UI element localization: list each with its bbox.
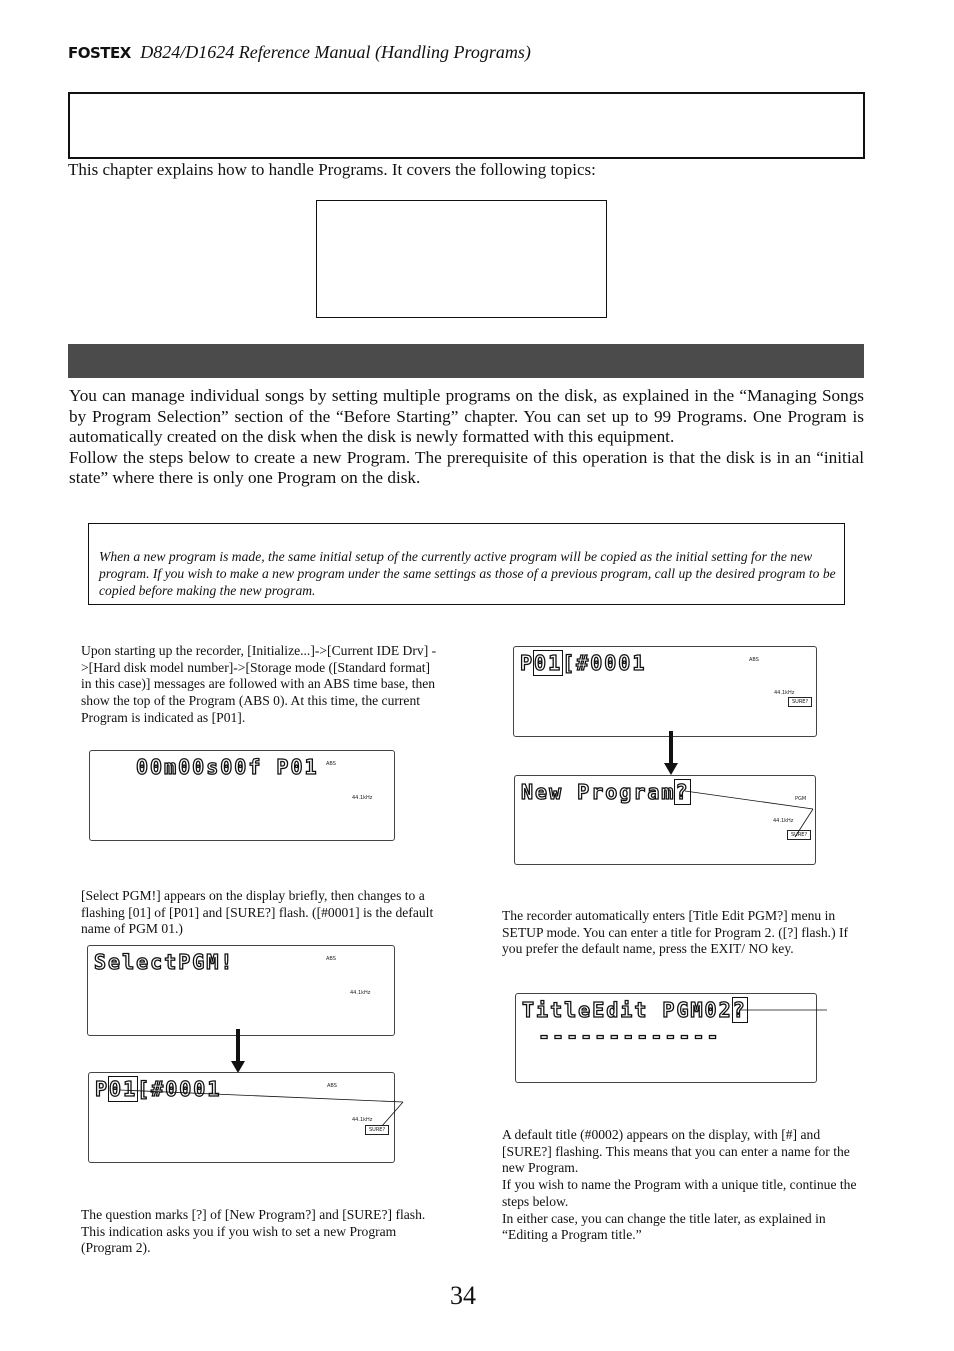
callout-lines [740, 1004, 830, 1016]
lcd-abs-label: ABS [326, 956, 336, 962]
lcd-abs-label: ABS [749, 657, 759, 663]
chapter-title-box [68, 92, 865, 159]
lcd-p01-text: P01[#0001 [520, 651, 647, 675]
topics-box [316, 200, 607, 318]
note-text: When a new program is made, the same initial setup of the currently active program will be copied as the initial setting for the new program. If you wish to make a new program under the same settings as those of a previous program, call up the desired program to be copied before making the new program. [99, 549, 836, 598]
lcd-p01-flash: 01 [109, 1077, 138, 1101]
lcd-select-text: SelectPGM! [94, 950, 235, 974]
lcd-khz-label: 44.1kHz [774, 690, 795, 696]
lcd-question-flash: ? [675, 780, 690, 804]
step-3-text: The question marks [?] of [New Program?] and [SURE?] flash. This indication asks you if you wish to set a new Program (Program 2). [81, 1207, 426, 1256]
callout-lines [685, 785, 825, 845]
step-1-text: Upon starting up the recorder, [Initialize...]->[Current IDE Drv] ->[Hard disk model number]->[Storage mode ([Standard format] in this case)] messages are followed with an ABS time base, then show the top of the Program (ABS 0). At this time, the current Program is indicated as [P01]. [81, 643, 437, 725]
step-5c-text: In either case, you can change the title later, as explained in “Editing a Program title.” [502, 1210, 826, 1243]
lcd-p01-flash: 01 [534, 651, 563, 675]
lcd-khz-label: 44.1kHz [352, 1117, 373, 1123]
arrow-head [664, 763, 678, 775]
lcd-p01-display-2 [513, 646, 817, 737]
lcd-abs-label: ABS [327, 1083, 337, 1089]
lcd-sure-indicator: SURE? [788, 697, 812, 707]
callout-lines [120, 1080, 410, 1140]
page-number: 34 [450, 1281, 476, 1310]
lcd-select-display [87, 945, 395, 1036]
body-text [69, 386, 864, 489]
step-2-text: [Select PGM!] appears on the display briefly, then changes to a flashing [01] of [P01] and [SURE?] flash. ([#0001] is the default name of PGM 01.) [81, 888, 434, 937]
brand-logo: FOSTEX [68, 44, 131, 62]
header-title: D824/D1624 Reference Manual (Handling Programs) [140, 42, 531, 62]
lcd-p01-text: P01[#0001 [95, 1077, 222, 1101]
step-4-text: The recorder automatically enters [Title Edit PGM?] menu in SETUP mode. You can enter a title for Program 2. ([?] flash.) If you prefer the default name, press the EXIT/ NO key. [502, 908, 849, 957]
arrow-down [236, 1029, 240, 1063]
step-5b-text: If you wish to name the Program with a unique title, continue the steps below. [502, 1177, 857, 1209]
lcd-pgm-label: PGM [795, 796, 807, 802]
note-box [88, 523, 845, 605]
lcd-newprogram-text: New Program? [521, 780, 690, 804]
lcd-question-flash: ? [732, 998, 747, 1022]
lcd-time-text: 00m00s00f P01 [136, 755, 319, 779]
lcd-title-field: ------------- [538, 1024, 721, 1048]
body-paragraph-2: Follow the steps below to create a new Program. The prerequisite of this operation is that the disk is in an “initial state” where there is only one Program on the disk. [69, 447, 864, 487]
step-5a-text: A default title (#0002) appears on the display, with [#] and [SURE?] flashing. This means that you can enter a name for the new Program. [502, 1127, 850, 1176]
lcd-khz-label: 44.1kHz [352, 795, 373, 801]
step-5-text [502, 1127, 864, 1244]
page-header [68, 42, 531, 63]
section-heading-bar [68, 344, 864, 378]
lcd-sure-indicator: SURE? [365, 1125, 389, 1135]
lcd-titleedit-text: TitleEdit PGM02? [522, 998, 747, 1022]
arrow-down [669, 731, 673, 765]
lcd-khz-label: 44.1kHz [350, 990, 371, 996]
body-paragraph-1: You can manage individual songs by setting multiple programs on the disk, as explained in the “Managing Songs by Program Selection” section of the “Before Starting” chapter. You can set up to 99 Programs. One Program is automatically created on the disk when the disk is newly formatted with this equipment. [69, 386, 864, 446]
lcd-sure-indicator: SURE? [787, 830, 811, 840]
lcd-time-display [89, 750, 395, 841]
lcd-khz-label: 44.1kHz [773, 818, 794, 824]
intro-text: This chapter explains how to handle Programs. It covers the following topics: [68, 160, 596, 179]
lcd-abs-label: ABS [326, 761, 336, 767]
